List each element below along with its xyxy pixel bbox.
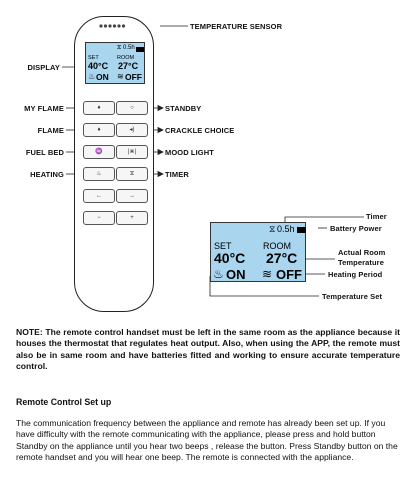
callout-actual-room-2: Temperature bbox=[338, 258, 384, 267]
label-flame: FLAME bbox=[37, 126, 64, 135]
small-display-room-label: ROOM bbox=[117, 55, 135, 61]
standby-button[interactable]: ○ bbox=[116, 101, 148, 115]
large-display-set-temp: 40°C bbox=[214, 250, 246, 266]
heating-button[interactable]: ♨ bbox=[83, 167, 115, 181]
small-display-set-temp: 40°C bbox=[88, 61, 109, 71]
large-display-heat-icon: ≋ bbox=[262, 267, 273, 281]
label-standby: STANDBY bbox=[165, 104, 202, 113]
setup-heading: Remote Control Set up bbox=[16, 397, 112, 407]
large-display bbox=[210, 222, 306, 282]
left-button[interactable]: ← bbox=[83, 189, 115, 203]
small-display-flame-icon: ♨ bbox=[88, 72, 96, 81]
temperature-sensor-icon bbox=[98, 23, 128, 29]
large-display-set-label: SET bbox=[214, 241, 232, 251]
right-button[interactable]: → bbox=[116, 189, 148, 203]
small-display-timer-icon: ⧖ bbox=[117, 45, 122, 51]
label-crackle-choice: CRACKLE CHOICE bbox=[165, 126, 235, 135]
large-display-on: ON bbox=[226, 267, 246, 282]
minus-button[interactable]: − bbox=[83, 211, 115, 225]
mood-light-button[interactable]: |⋇| bbox=[116, 145, 148, 159]
large-display-battery-icon bbox=[297, 227, 306, 233]
label-display: DISPLAY bbox=[27, 63, 60, 72]
flame-button[interactable]: ♦ bbox=[83, 123, 115, 137]
label-fuel-bed: FUEL BED bbox=[25, 148, 64, 157]
plus-button[interactable]: + bbox=[116, 211, 148, 225]
timer-button[interactable]: ⧖ bbox=[116, 167, 148, 181]
small-display-timer: 0.5h bbox=[123, 45, 135, 51]
callout-heating-period: Heating Period bbox=[328, 270, 383, 279]
large-display-timer-icon: ⧖ bbox=[269, 224, 276, 234]
label-temperature-sensor: TEMPERATURE SENSOR bbox=[190, 22, 283, 31]
callout-temperature-set: Temperature Set bbox=[322, 292, 383, 301]
large-display-room-temp: 27°C bbox=[266, 250, 298, 266]
small-display-heat-icon: ≋ bbox=[117, 72, 124, 81]
large-display-flame-icon: ♨ bbox=[213, 267, 224, 281]
crackle-choice-button[interactable]: ◂) bbox=[116, 123, 148, 137]
callout-timer: Timer bbox=[366, 212, 387, 221]
fuel-bed-button[interactable]: ♒ bbox=[83, 145, 115, 159]
small-display-on: ON bbox=[96, 72, 109, 82]
large-display-off: OFF bbox=[276, 267, 302, 282]
callout-actual-room-1: Actual Room bbox=[338, 248, 386, 257]
label-my-flame: MY FLAME bbox=[24, 104, 64, 113]
small-display-room-temp: 27°C bbox=[118, 61, 139, 71]
small-display bbox=[85, 42, 145, 84]
note-paragraph: NOTE: The remote control handset must be left in the same room as the appliance because it houses the thermostat that regulates heat output. Also, when using the APP, the remote must also be in same room and have batteries fitted and working to ensure accurate temperature control. bbox=[16, 327, 400, 372]
setup-paragraph: The communication frequency between the appliance and remote has already been set up. If you have difficulty with the remote communicating with the appliance, please press and hold button Standby on the appliance until you hear two beeps , release the button. Press Standby button on the remote handset and you will hear one beep. The remote is connected with the appliance. bbox=[16, 418, 398, 463]
label-heating: HEATING bbox=[30, 170, 64, 179]
label-timer: TIMER bbox=[165, 170, 189, 179]
my-flame-button[interactable]: ♦ bbox=[83, 101, 115, 115]
large-display-timer: 0.5h bbox=[277, 224, 295, 234]
large-display-room-label: ROOM bbox=[263, 241, 291, 251]
label-mood-light: MOOD LIGHT bbox=[165, 148, 214, 157]
small-display-off: OFF bbox=[125, 72, 142, 82]
callout-battery: Battery Power bbox=[330, 224, 382, 233]
small-display-battery-icon bbox=[136, 47, 144, 52]
small-display-set-label: SET bbox=[88, 55, 99, 61]
